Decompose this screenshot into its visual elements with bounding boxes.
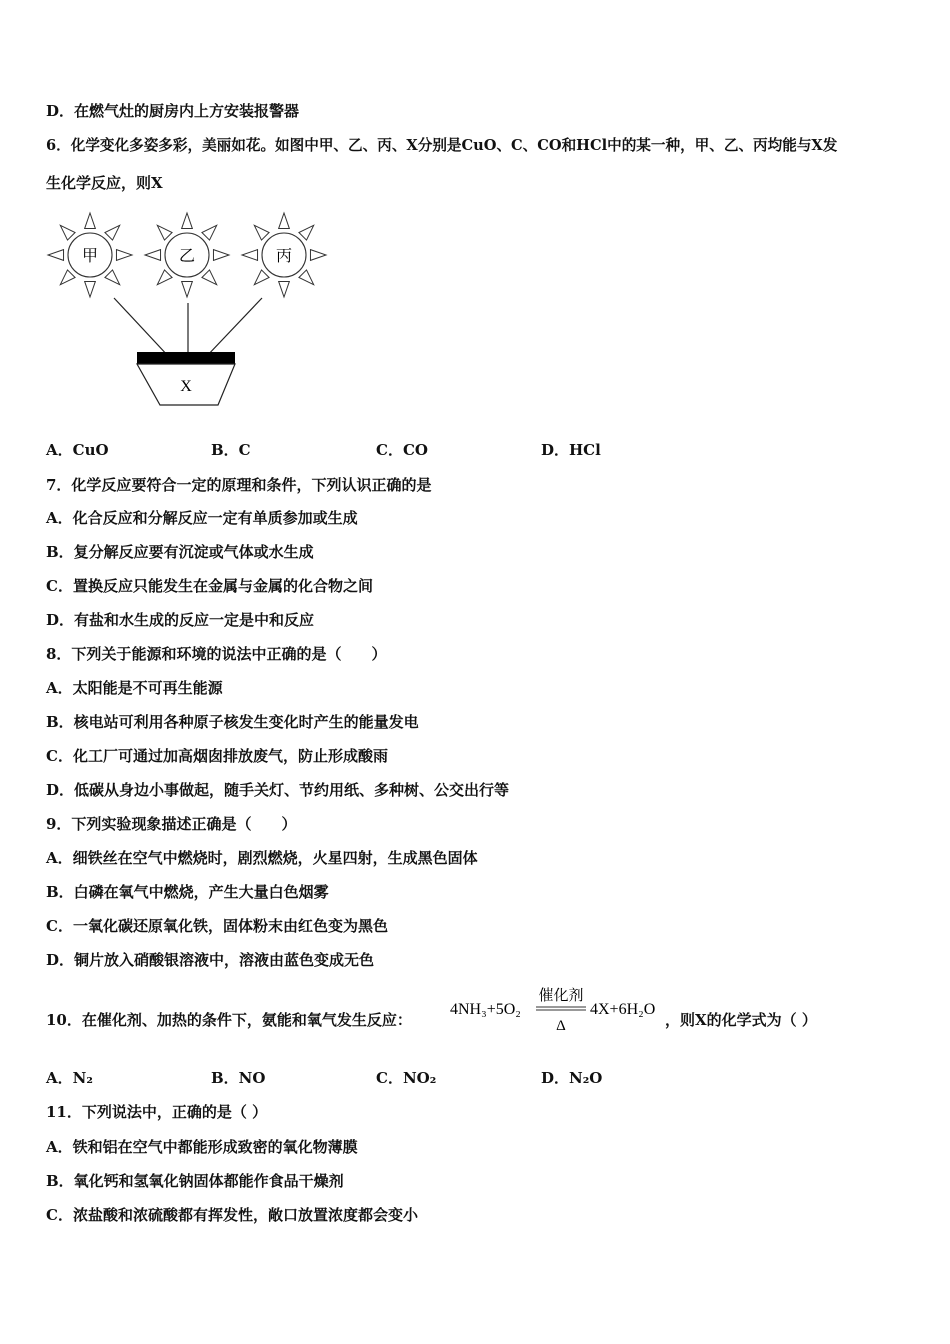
flower-bing	[242, 213, 326, 297]
q5-option-d: D．在燃气灶的厨房内上方安装报警器	[46, 102, 300, 120]
petal	[202, 270, 217, 285]
q11-option-c: C．浓盐酸和浓硫酸都有挥发性，敞口放置浓度都会变小	[46, 1206, 418, 1224]
equation-reactants: 4NH₃+5O₂	[450, 1001, 521, 1018]
q6-stem-line1: 6．化学变化多姿多彩，美丽如花。如图中甲、乙、丙、X分别是CuO、C、CO和HCl中的某一种，甲、乙、丙均能与X发	[46, 137, 838, 154]
q7-option-b: B．复分解反应要有沉淀或气体或水生成	[46, 543, 314, 561]
q8-option-a: A．太阳能是不可再生能源	[46, 679, 223, 697]
flower-label: 甲	[81, 246, 99, 265]
petal	[299, 270, 314, 285]
q6-stem-line2: 生化学反应，则X	[46, 174, 163, 192]
q8-option-c: C．化工厂可通过加高烟囱排放废气，防止形成酸雨	[46, 747, 388, 765]
petal	[213, 250, 229, 261]
q10-stem-suffix: ，则X的化学式为（ ）	[665, 1011, 817, 1029]
petal	[182, 213, 193, 229]
q10-option-b: B．NO	[211, 1069, 266, 1087]
q7-option-d: D．有盐和水生成的反应一定是中和反应	[46, 611, 315, 629]
pot-rim	[137, 352, 235, 364]
q9-stem: 9．下列实验现象描述正确是（ ）	[46, 815, 297, 833]
petal	[145, 250, 161, 261]
q10-option-c: C．NO₂	[376, 1069, 437, 1087]
q8-stem: 8．下列关于能源和环境的说法中正确的是（ ）	[46, 645, 387, 663]
q8-option-d: D．低碳从身边小事做起，随手关灯、节约用纸、多种树、公交出行等	[46, 781, 510, 799]
petal	[48, 250, 64, 261]
q11-option-a: A．铁和铝在空气中都能形成致密的氧化物薄膜	[46, 1138, 358, 1156]
q7-option-a: A．化合反应和分解反应一定有单质参加或生成	[46, 509, 358, 527]
flower-label: 丙	[275, 246, 293, 265]
pot-label: X	[180, 378, 192, 395]
petal	[182, 281, 193, 297]
q6-figure	[40, 205, 340, 410]
q6-option-c: C．CO	[376, 441, 428, 459]
petal	[60, 270, 75, 285]
petal	[299, 225, 314, 240]
petal	[60, 225, 75, 240]
petal	[242, 250, 258, 261]
petal	[254, 225, 269, 240]
petal	[105, 270, 120, 285]
petal	[85, 281, 96, 297]
petal	[279, 213, 290, 229]
petal	[116, 250, 132, 261]
equation-products: 4X+6H₂O	[590, 1001, 656, 1018]
q7-stem: 7．化学反应要符合一定的原理和条件，下列认识正确的是	[46, 476, 432, 494]
q6-option-a: A．CuO	[46, 441, 109, 459]
q10-option-d: D．N₂O	[541, 1069, 603, 1087]
q11-option-b: B．氧化钙和氢氧化钠固体都能作食品干燥剂	[46, 1172, 344, 1190]
q9-option-b: B．白磷在氧气中燃烧，产生大量白色烟雾	[46, 883, 329, 901]
petal	[85, 213, 96, 229]
equation-condition-bottom: Δ	[556, 1018, 566, 1034]
q7-option-c: C．置换反应只能发生在金属与金属的化合物之间	[46, 577, 373, 595]
q10-stem-prefix: 10．在催化剂、加热的条件下，氨能和氧气发生反应：	[46, 1011, 412, 1029]
petal	[254, 270, 269, 285]
flower-label: 乙	[178, 246, 196, 265]
flower-yi	[145, 213, 229, 297]
q8-option-b: B．核电站可利用各种原子核发生变化时产生的能量发电	[46, 713, 419, 731]
petal	[157, 225, 172, 240]
petal	[105, 225, 120, 240]
q9-option-a: A．细铁丝在空气中燃烧时，剧烈燃烧，火星四射，生成黑色固体	[46, 849, 478, 867]
flower-jia	[48, 213, 132, 297]
q11-stem: 11．下列说法中，正确的是（ ）	[46, 1103, 268, 1121]
q10-equation	[450, 985, 670, 1042]
q10-option-a: A．N₂	[46, 1069, 93, 1087]
petal	[310, 250, 326, 261]
petal	[157, 270, 172, 285]
petal	[279, 281, 290, 297]
q9-option-c: C．一氧化碳还原氧化铁，固体粉末由红色变为黑色	[46, 917, 388, 935]
petal	[202, 225, 217, 240]
q6-option-b: B．C	[211, 441, 251, 459]
q6-option-d: D．HCl	[541, 441, 601, 459]
q9-option-d: D．铜片放入硝酸银溶液中，溶液由蓝色变成无色	[46, 951, 375, 969]
equation-condition-top: 催化剂	[538, 986, 584, 1004]
